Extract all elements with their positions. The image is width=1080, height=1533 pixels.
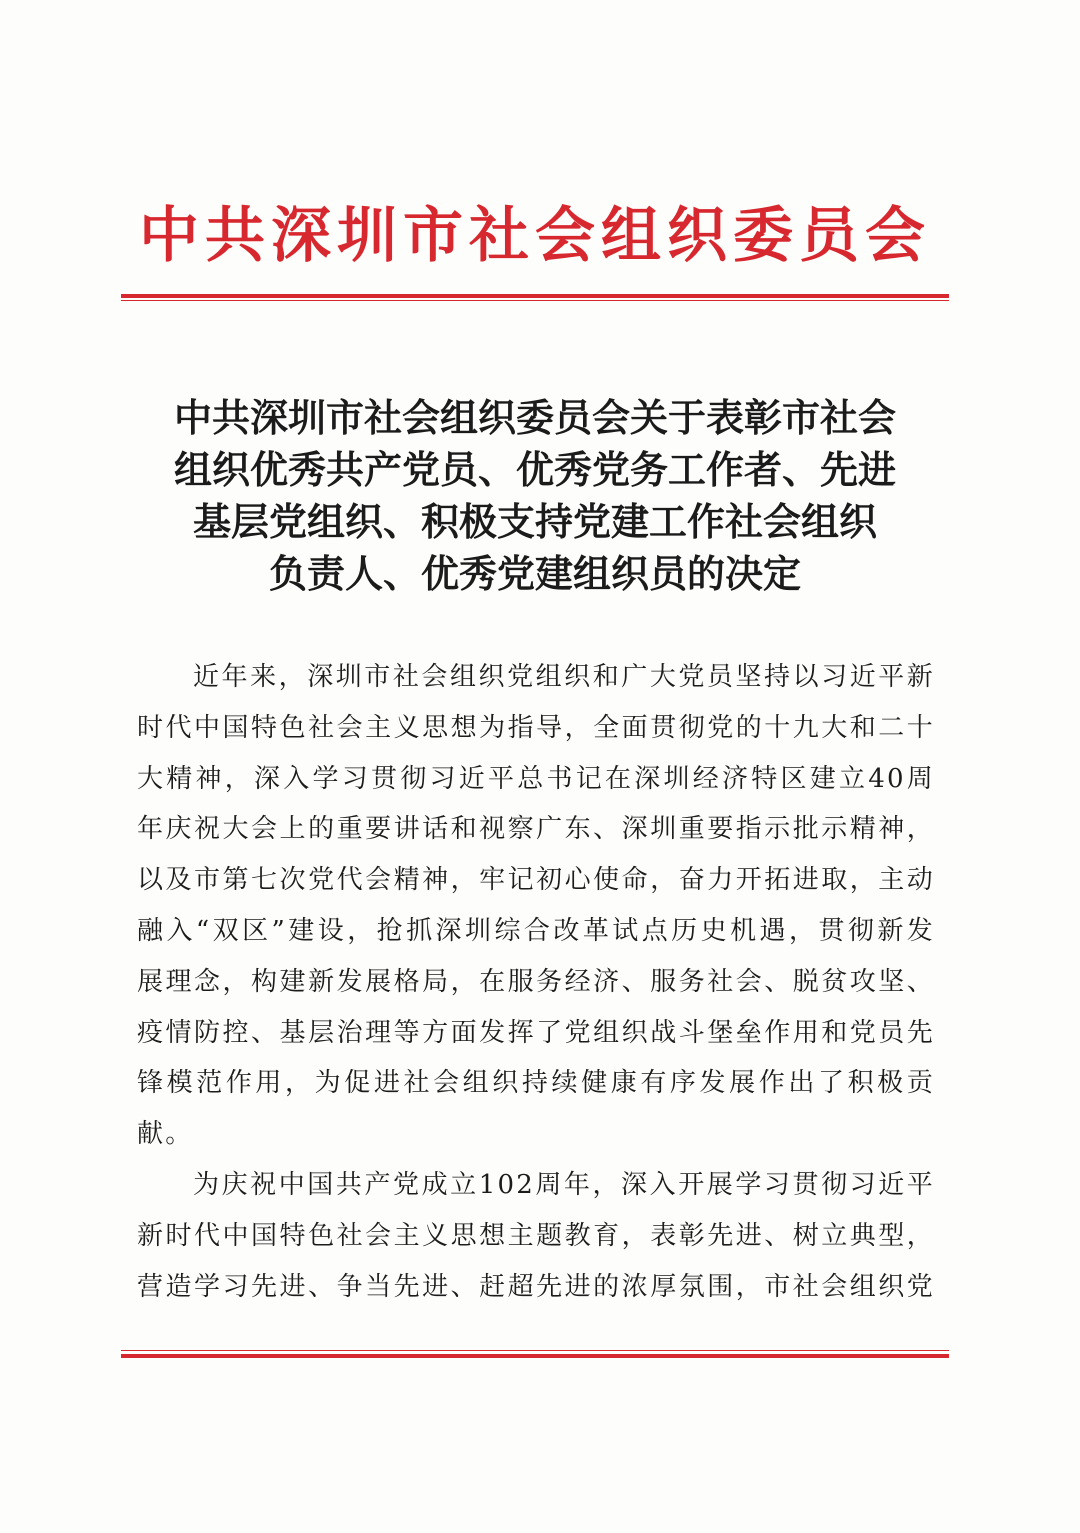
document-body bbox=[137, 652, 935, 1312]
body-line: 大精神，深入学习贯彻习近平总书记在深圳经济特区建立40周 bbox=[137, 763, 935, 794]
body-line: 融入“双区”建设，抢抓深圳综合改革试点历史机遇，贯彻新发 bbox=[137, 915, 935, 946]
body-line: 展理念，构建新发展格局，在服务经济、服务社会、脱贫攻坚、 bbox=[137, 966, 935, 997]
body-line: 为庆祝中国共产党成立102周年，深入开展学习贯彻习近平 bbox=[193, 1169, 935, 1200]
title-line: 负责人、优秀党建组织员的决定 bbox=[268, 551, 801, 596]
body-line: 锋模范作用，为促进社会组织持续健康有序发展作出了积极贡 bbox=[137, 1068, 935, 1099]
body-line: 年庆祝大会上的重要讲话和视察广东、深圳重要指示批示精神， bbox=[137, 814, 935, 845]
header-divider-thick bbox=[121, 294, 949, 298]
organization-header: 中共深圳市社会组织委员会 bbox=[139, 201, 931, 271]
paragraph bbox=[137, 652, 935, 1160]
footer-divider-thick bbox=[121, 1354, 949, 1358]
body-line: 以及市第七次党代会精神，牢记初心使命，奋力开拓进取，主动 bbox=[137, 865, 935, 896]
title-line: 组织优秀共产党员、优秀党务工作者、先进 bbox=[173, 447, 896, 492]
paragraph bbox=[137, 1160, 935, 1312]
body-line: 献。 bbox=[137, 1119, 194, 1150]
footer-divider-thin bbox=[121, 1350, 949, 1351]
body-line: 近年来，深圳市社会组织党组织和广大党员坚持以习近平新 bbox=[193, 662, 935, 692]
body-line: 营造学习先进、争当先进、赶超先进的浓厚氛围，市社会组织党 bbox=[137, 1271, 935, 1302]
header-divider-thin bbox=[121, 300, 949, 301]
body-line: 时代中国特色社会主义思想为指导，全面贯彻党的十九大和二十 bbox=[137, 712, 935, 743]
body-line: 新时代中国特色社会主义思想主题教育，表彰先进、树立典型， bbox=[137, 1220, 935, 1251]
title-line: 中共深圳市社会组织委员会关于表彰市社会 bbox=[173, 395, 896, 440]
title-line: 基层党组织、积极支持党建工作社会组织 bbox=[192, 499, 877, 544]
body-line: 疫情防控、基层治理等方面发挥了党组织战斗堡垒作用和党员先 bbox=[137, 1017, 935, 1048]
document-title bbox=[120, 392, 950, 600]
